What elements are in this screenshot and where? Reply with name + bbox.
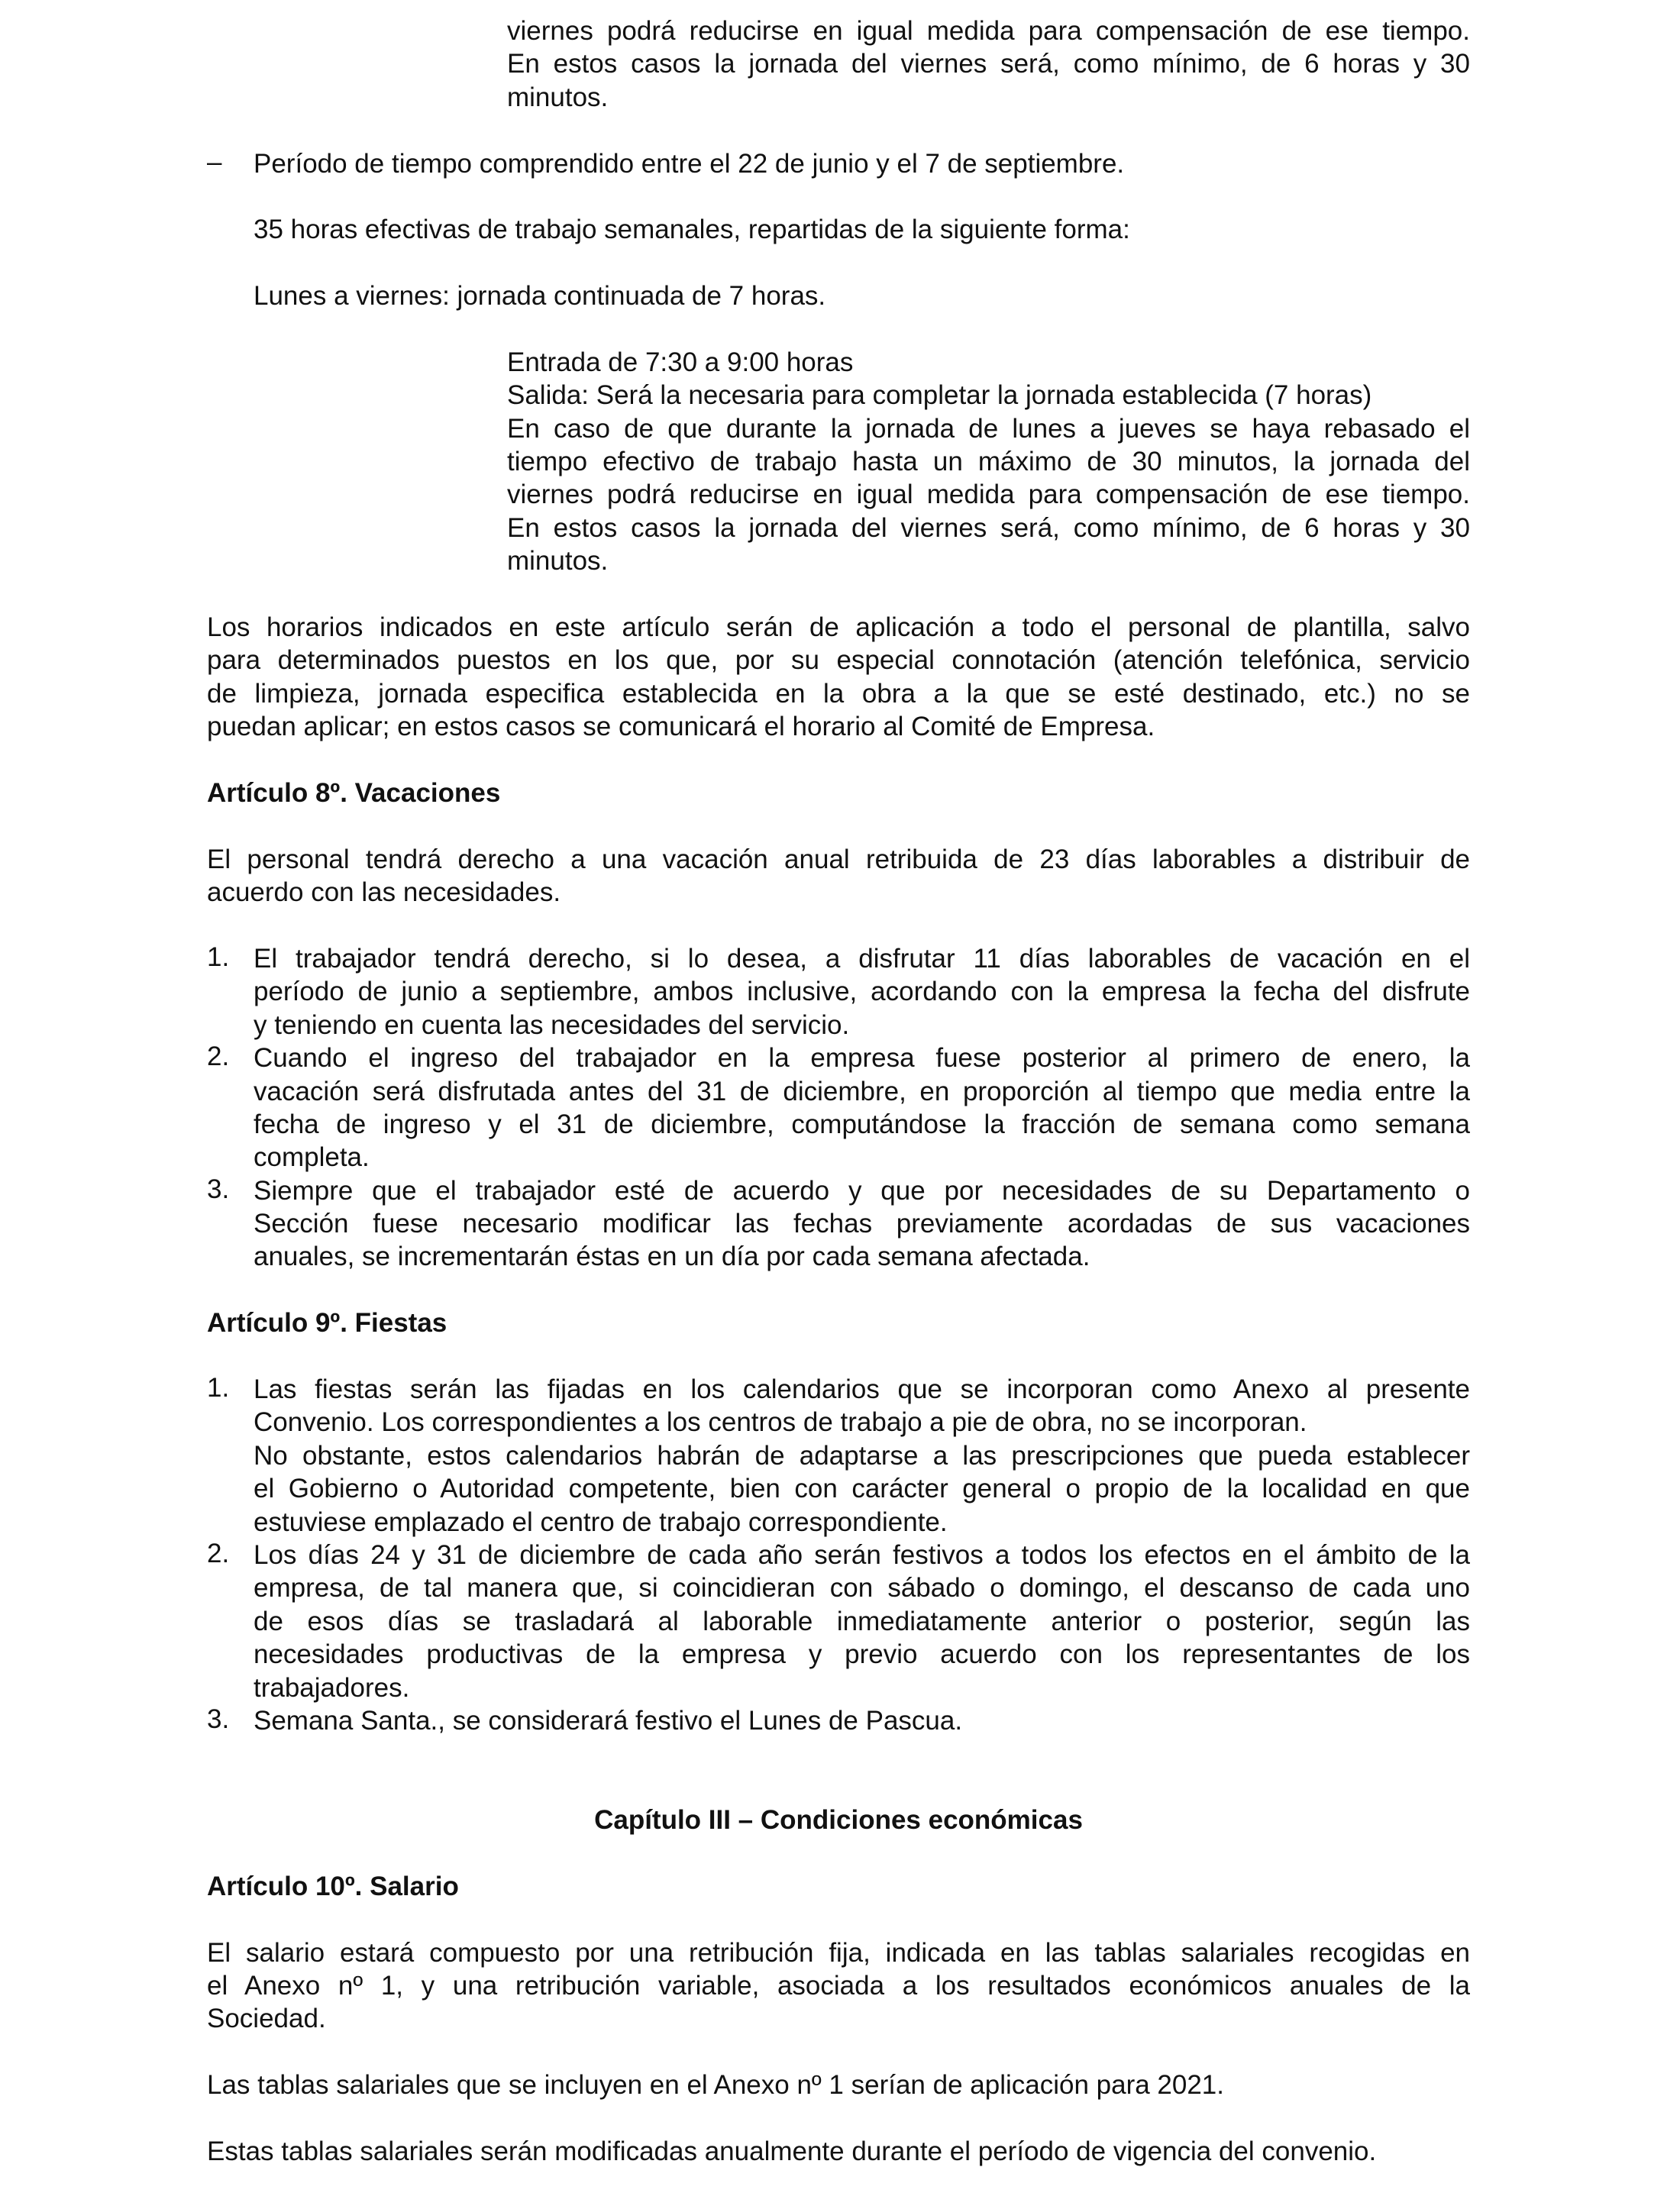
text-line: minutos. [507,82,609,112]
text-line: estuviese emplazado el centro de trabajo correspondiente. [254,1507,948,1537]
section-heading [207,777,1470,809]
list-item [207,942,1470,1042]
text-line: de limpieza, jornada especifica establecida en la obra a la que se esté destinado, etc.) no se [207,678,1470,709]
text-line: el Anexo nº 1, y una retribución variable, asociada a los resultados económicos anuales de la [207,1971,1470,2001]
text-line: Semana Santa., se considerará festivo el Lunes de Pascua. [254,1705,963,1736]
text-line: período de junio a septiembre, ambos inclusive, acordando con la empresa la fecha del disfrute [254,977,1470,1007]
text-line: el Gobierno o Autoridad competente, bien con carácter general o propio de la localidad en que [254,1474,1470,1504]
text-line: completa. [254,1142,370,1173]
list-item [207,1042,1470,1174]
list-item [207,1539,1470,1704]
text-line: fecha de ingreso y el 31 de diciembre, computándose la fracción de semana como semana [254,1109,1470,1139]
text-line: puedan aplicar; en estos casos se comunicará el horario al Comité de Empresa. [207,712,1155,742]
paragraph [207,611,1470,744]
text-line: Sección fuese necesario modificar las fechas previamente acordadas de sus vacaciones [254,1209,1470,1239]
paragraph [207,279,1470,312]
text-line: y teniendo en cuenta las necesidades del servicio. [254,1009,850,1040]
dash-list-item [207,147,1470,180]
numbered-list [207,1373,1470,1737]
list-item [207,1174,1470,1274]
list-number: 3. [207,1174,230,1204]
text-line: El personal tendrá derecho a una vacación anual retribuida de 23 días laborables a distribuir de [207,844,1470,874]
list-number: 1. [207,1373,230,1403]
text-line: El trabajador tendrá derecho, si lo desea, a disfrutar 11 días laborables de vacación en el [254,943,1470,974]
paragraph [207,2135,1470,2168]
section-heading [207,1306,1470,1339]
paragraph [207,1936,1470,2036]
text-line: Sociedad. [207,2004,326,2034]
text-line: viernes podrá reducirse en igual medida para compensación de ese tiempo. [507,480,1470,510]
text-line: trabajadores. [254,1672,410,1703]
list-item [207,1704,1470,1737]
text-line: Siempre que el trabajador esté de acuerdo y que por necesidades de su Departamento o [254,1175,1470,1206]
text-line: empresa, de tal manera que, si coincidieran con sábado o domingo, el descanso de cada uno [254,1573,1470,1604]
text-line: En estos casos la jornada del viernes será, como mínimo, de 6 horas y 30 [507,512,1470,543]
text-line: Salida: Será la necesaria para completar la jornada establecida (7 horas) [507,380,1372,411]
text-line: Los horarios indicados en este artículo serán de aplicación a todo el personal de plantilla, salvo [207,612,1470,643]
text-line: Artículo 9º. Fiestas [207,1308,447,1339]
text-line: para determinados puestos en los que, por su especial connotación (atención telefónica, servicio [207,645,1470,676]
list-number: 2. [207,1042,230,1072]
text-line: viernes podrá reducirse en igual medida para compensación de ese tiempo. [507,16,1470,46]
paragraph [207,213,1470,246]
text-line: El salario estará compuesto por una retribución fija, indicada en las tablas salariales recogidas en [207,1937,1470,1968]
paragraph [207,843,1470,909]
text-line: Artículo 8º. Vacaciones [207,777,501,808]
text-line: Los días 24 y 31 de diciembre de cada año serán festivos a todos los efectos en el ámbito de la [254,1539,1470,1570]
text-line: minutos. [507,546,609,577]
text-line: anuales, se incrementarán éstas en un día por cada semana afectada. [254,1242,1090,1272]
list-item [207,1373,1470,1539]
document-page [207,15,1470,2168]
text-line: En caso de que durante la jornada de lunes a jueves se haya rebasado el [507,413,1470,444]
text-line: Las tablas salariales que se incluyen en el Anexo nº 1 serían de aplicación para 2021. [207,2070,1224,2101]
text-line: Artículo 10º. Salario [207,1871,459,1901]
chapter-heading [207,1804,1470,1836]
text-line: vacación será disfrutada antes del 31 de diciembre, en proporción al tiempo que media entre la [254,1076,1470,1106]
text-line: Lunes a viernes: jornada continuada de 7 horas. [254,281,826,312]
text-line: Entrada de 7:30 a 9:00 horas [507,347,854,377]
text-line: Capítulo III – Condiciones económicas [594,1805,1083,1836]
text-line: Convenio. Los correspondientes a los centros de trabajo a pie de obra, no se incorporan. [254,1407,1307,1438]
text-line: Cuando el ingreso del trabajador en la empresa fuese posterior al primero de enero, la [254,1043,1470,1074]
paragraph [207,346,1470,578]
paragraph [207,2069,1470,2101]
text-line: En estos casos la jornada del viernes será, como mínimo, de 6 horas y 30 [507,49,1470,79]
section-heading [207,1870,1470,1903]
text-line: acuerdo con las necesidades. [207,877,561,908]
text-line: tiempo efectivo de trabajo hasta un máximo de 30 minutos, la jornada del [507,447,1470,477]
text-line: Período de tiempo comprendido entre el 22 de junio y el 7 de septiembre. [254,148,1125,179]
list-number: 2. [207,1538,230,1568]
text-line: Las fiestas serán las fijadas en los calendarios que se incorporan como Anexo al presente [254,1374,1470,1405]
text-line: de esos días se trasladará al laborable inmediatamente anterior o posterior, según las [254,1606,1470,1636]
list-number: 1. [207,941,230,972]
text-line: necesidades productivas de la empresa y previo acuerdo con los representantes de los [254,1639,1470,1670]
list-number: 3. [207,1704,230,1734]
text-line: Estas tablas salariales serán modificadas anualmente durante el período de vigencia del convenio. [207,2136,1377,2167]
dash-marker: – [207,147,222,177]
numbered-list [207,942,1470,1274]
paragraph [207,15,1470,114]
text-line: No obstante, estos calendarios habrán de adaptarse a las prescripciones que pueda establecer [254,1440,1470,1471]
text-line: 35 horas efectivas de trabajo semanales, repartidas de la siguiente forma: [254,215,1130,245]
